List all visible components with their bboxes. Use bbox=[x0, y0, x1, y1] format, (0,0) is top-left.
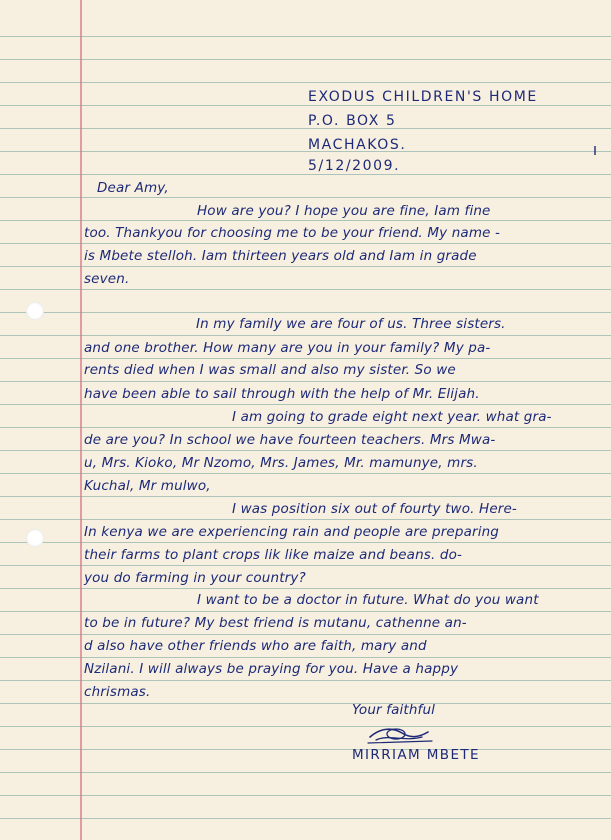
letter-line: and one brother. How many are you in your family? My pa- bbox=[84, 340, 491, 356]
punch-hole bbox=[26, 529, 44, 547]
letter-line: to be in future? My best friend is mutanu, cathenne an- bbox=[84, 615, 467, 631]
letter-line: is Mbete stelloh. Iam thirteen years old and Iam in grade bbox=[84, 248, 477, 264]
letter-line: In kenya we are experiencing rain and people are preparing bbox=[84, 524, 500, 540]
page-top-margin bbox=[0, 0, 611, 30]
address-line-home: EXODUS CHILDREN'S HOME bbox=[308, 89, 538, 105]
letter-line: rents died when I was small and also my sister. So we bbox=[84, 362, 456, 378]
letter-line: Kuchal, Mr mulwo, bbox=[84, 478, 211, 494]
letter-line: d also have other friends who are faith, mary and bbox=[84, 638, 427, 654]
letter-line: seven. bbox=[84, 271, 130, 287]
letter-line: you do farming in your country? bbox=[84, 570, 306, 586]
letter-line: de are you? In school we have fourteen teachers. Mrs Mwa- bbox=[84, 432, 496, 448]
letter-line: I was position six out of fourty two. Here- bbox=[232, 501, 517, 517]
greeting: Dear Amy, bbox=[97, 180, 169, 196]
letter-line: In my family we are four of us. Three sisters. bbox=[196, 316, 506, 332]
letter-line: too. Thankyou for choosing me to be your friend. My name - bbox=[84, 225, 501, 241]
margin-line bbox=[80, 0, 82, 840]
punch-hole bbox=[26, 302, 44, 320]
signed-name: MIRRIAM MBETE bbox=[352, 747, 480, 763]
letter-line: I want to be a doctor in future. What do you want bbox=[197, 592, 539, 608]
letter-line: u, Mrs. Kioko, Mr Nzomo, Mrs. James, Mr. mamunye, mrs. bbox=[84, 455, 478, 471]
letter-date: 5/12/2009. bbox=[308, 158, 401, 174]
address-line-town: MACHAKOS. bbox=[308, 137, 407, 153]
letter-line: have been able to sail through with the help of Mr. Elijah. bbox=[84, 386, 480, 402]
ink-mark bbox=[594, 146, 596, 155]
address-line-box: P.O. BOX 5 bbox=[308, 113, 397, 129]
letter-line: I am going to grade eight next year. what gra- bbox=[232, 409, 552, 425]
letter-line: How are you? I hope you are fine, Iam fine bbox=[197, 203, 491, 219]
letter-line: Nzilani. I will always be praying for you. Have a happy bbox=[84, 661, 459, 677]
closing: Your faithful bbox=[352, 702, 436, 718]
letter-line: their farms to plant crops lik like maize and beans. do- bbox=[84, 547, 462, 563]
signature-scribble bbox=[366, 722, 436, 746]
letter-line: chrismas. bbox=[84, 684, 151, 700]
